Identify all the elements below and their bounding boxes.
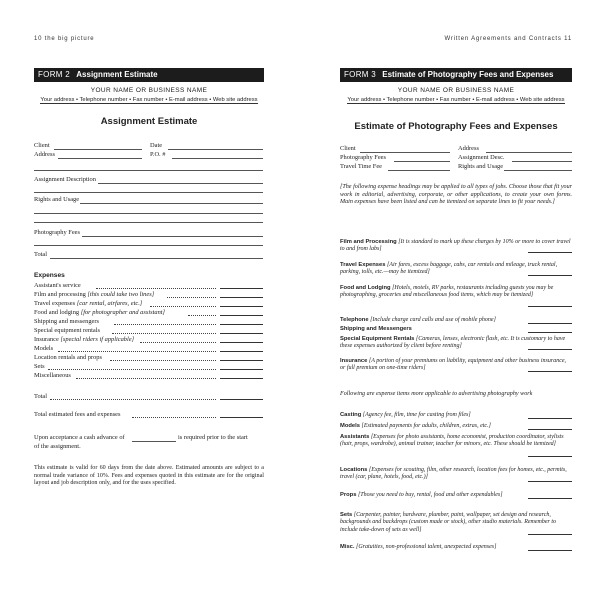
expense-item: Insurance [special riders if applicable] xyxy=(34,336,135,343)
date-label: Date xyxy=(150,142,163,149)
amount-line xyxy=(528,418,572,419)
rights-usage-label: Rights and Usage xyxy=(34,196,80,203)
form-name: Estimate of Photography Fees and Expenses xyxy=(382,70,554,79)
leader-dots xyxy=(96,288,216,289)
rights-usage-line xyxy=(504,170,572,171)
expenses-heading: Expenses xyxy=(34,272,65,279)
total-label-2: Total xyxy=(34,393,48,400)
form-2-header-bar xyxy=(34,68,264,82)
amount-line xyxy=(528,323,572,324)
amount-line xyxy=(220,333,263,334)
advance-text-end: is required prior to the start xyxy=(178,434,248,441)
expense-locations: Locations [Expenses for scouting, film, other research, location fees for homes, etc., permits, travel (car, plane, hotels, food, etc.)] xyxy=(340,467,567,481)
photography-fees-line xyxy=(394,161,450,162)
total-label: Total xyxy=(34,251,48,258)
expense-models: Models [Estimated payments for adults, children, extras, etc.] xyxy=(340,423,491,429)
assignment-desc-line xyxy=(512,161,572,162)
amount-line xyxy=(220,324,263,325)
amount-line xyxy=(220,360,263,361)
amount-line xyxy=(220,369,263,370)
expense-item: Shipping and messengers xyxy=(34,318,99,325)
expense-travel: Travel Expenses [Air fares, excess baggage, cabs, car rentals and mileage, truck rental, parking, tolls, etc.—may be itemized] xyxy=(340,262,558,276)
expense-telephone: Telephone [Include charge card calls and use of mobile phone] xyxy=(340,317,496,323)
amount-line xyxy=(220,342,263,343)
amount-line xyxy=(220,378,263,379)
amount-line xyxy=(220,297,263,298)
address-line xyxy=(58,158,142,159)
expense-props: Props [Those you need to buy, rental, food and other expendables] xyxy=(340,492,503,498)
validity-paragraph: This estimate is valid for 60 days from the date above. Estimated amounts are subject to a normal trade variance of 10%. Fees and expenses quoted in this estimate are for the original layout and job description only, and for the uses specified. xyxy=(34,465,264,487)
blank-line xyxy=(34,170,263,171)
total-amount-line xyxy=(220,399,263,400)
amount-line xyxy=(220,315,263,316)
amount-line xyxy=(528,252,572,253)
rights-usage-line xyxy=(80,203,263,204)
advertising-intro: Following are expense items more applicable to advertising photography work xyxy=(340,391,533,397)
expense-item: Models xyxy=(34,345,54,352)
travel-time-fee-line xyxy=(388,170,450,171)
form-name: Assignment Estimate xyxy=(76,70,158,79)
leader-dots xyxy=(112,333,216,334)
blank-line xyxy=(34,245,263,246)
leader-dots xyxy=(48,369,216,370)
po-label: P.O. # xyxy=(150,151,166,158)
leader-dots xyxy=(114,324,216,325)
client-label: Client xyxy=(340,145,356,152)
rights-usage-label: Rights and Usage xyxy=(458,163,504,170)
leader-dots xyxy=(150,306,216,307)
expense-misc: Misc. [Gratuities, non-professional talent, unexpected expenses] xyxy=(340,544,497,550)
running-head-left: 10 the big picture xyxy=(34,36,95,42)
business-address-line: Your address • Telephone number • Fax number • E-mail address • Web site address xyxy=(347,97,565,103)
business-name: YOUR NAME OR BUSINESS NAME xyxy=(90,87,208,94)
leader-dots xyxy=(50,399,216,400)
amount-line xyxy=(528,429,572,430)
amount-line xyxy=(220,288,263,289)
expense-item: Location rentals and props xyxy=(34,354,102,361)
expense-shipping: Shipping and Messengers xyxy=(340,326,412,332)
expense-food-lodging: Food and Lodging [Hotels, motels, RV parks, restaurants including guests you may be photographing, groceries and miscellaneous food items, which may be itemized] xyxy=(340,285,554,299)
form-number: FORM 2 xyxy=(38,70,71,79)
amount-line xyxy=(528,275,572,276)
advance-text-line2: of the assignment. xyxy=(34,443,81,450)
expense-item: Film and processing [this could take two lines] xyxy=(34,291,155,298)
total-line xyxy=(50,258,263,259)
running-head-right: Written Agreements and Contracts 11 xyxy=(444,36,572,42)
expense-item: Miscellaneous xyxy=(34,372,71,379)
amount-line xyxy=(528,332,572,333)
amount-line xyxy=(528,550,572,551)
expense-assistants: Assistants [Expenses for photo assistants, home economist, production coordinator, stylists (hair, props, wardrobe), animal trainer, teacher for minors, etc. These should be itemized] xyxy=(340,434,564,448)
leader-dots xyxy=(188,315,216,316)
leader-dots xyxy=(140,342,216,343)
client-line xyxy=(54,149,142,150)
expense-item: Sets xyxy=(34,363,45,370)
address-label: Address xyxy=(458,145,479,152)
expense-item: Special equipment rentals xyxy=(34,327,101,334)
assignment-description-line xyxy=(98,183,263,184)
blank-line xyxy=(34,222,263,223)
amount-line xyxy=(528,456,572,457)
travel-time-fee-label: Travel Time Fee xyxy=(340,163,383,170)
photography-fees-line xyxy=(82,236,263,237)
amount-line xyxy=(528,498,572,499)
amount-line xyxy=(528,306,572,307)
expense-casting: Casting [Agency fee, film, time for casting from files] xyxy=(340,412,471,418)
business-name: YOUR NAME OR BUSINESS NAME xyxy=(397,87,515,94)
photography-fees-label: Photography Fees xyxy=(34,229,80,236)
amount-line xyxy=(528,481,572,482)
form-number: FORM 3 xyxy=(344,70,377,79)
expense-equipment-rentals: Special Equipment Rentals [Cameras, lenses, electronic flash, etc. It is customary to have these expenses authorized by client before renting] xyxy=(340,336,566,350)
leader-dots xyxy=(132,417,216,418)
blank-line xyxy=(34,213,263,214)
amount-line xyxy=(528,371,572,372)
po-line xyxy=(172,158,263,159)
assignment-description-label: Assignment Description xyxy=(34,176,96,183)
expense-insurance: Insurance [A portion of your premiums on liability, equipment and other business insurance, or full premium on one-time riders] xyxy=(340,358,567,372)
right-page xyxy=(300,0,600,600)
expense-item: Assistant's service xyxy=(34,282,81,289)
address-line xyxy=(486,152,572,153)
expense-film-processing: Film and Processing [It is standard to mark up these charges by 10% or more to cover travel to and from labs] xyxy=(340,239,571,253)
expense-item: Travel expenses [car rental, airfares, etc.] xyxy=(34,300,143,307)
total-estimated-label: Total estimated fees and expenses xyxy=(34,411,121,418)
amount-line xyxy=(528,349,572,350)
amount-line xyxy=(220,351,263,352)
form-title: Assignment Estimate xyxy=(100,116,198,127)
leader-dots xyxy=(58,351,216,352)
client-line xyxy=(360,152,450,153)
leader-dots xyxy=(167,297,216,298)
advance-text-start: Upon acceptance a cash advance of xyxy=(34,434,125,441)
assignment-desc-label: Assignment Desc. xyxy=(458,154,505,161)
business-address-line: Your address • Telephone number • Fax number • E-mail address • Web site address xyxy=(40,97,258,103)
client-label: Client xyxy=(34,142,50,149)
photography-fees-label: Photography Fees xyxy=(340,154,386,161)
leader-dots xyxy=(76,378,216,379)
blank-line xyxy=(34,192,263,193)
intro-paragraph: [The following expense headings may be applied to all types of jobs. Choose those that fit your work in editorial, advertising, corporate, or other applications, to create your own forms. Main expenses have been listed and can be itemized on separate lines to fit your needs.] xyxy=(340,184,572,206)
expense-item: Food and lodging [for photographer and assistant] xyxy=(34,309,166,316)
amount-line xyxy=(220,306,263,307)
form-title: Estimate of Photography Fees and Expenses xyxy=(354,121,558,132)
amount-line xyxy=(528,534,572,535)
address-label: Address xyxy=(34,151,55,158)
leader-dots xyxy=(110,360,216,361)
advance-amount-line xyxy=(132,441,176,442)
total-estimated-amount-line xyxy=(220,417,263,418)
expense-sets: Sets [Carpenter, painter, hardware, plumber, paint, wallpaper, set design and research, backgrounds and backdrops (custom made or stock), other studio materials. Remember to include take-down of sets as well] xyxy=(340,512,557,533)
form-3-header-bar xyxy=(340,68,572,82)
date-line xyxy=(168,149,263,150)
